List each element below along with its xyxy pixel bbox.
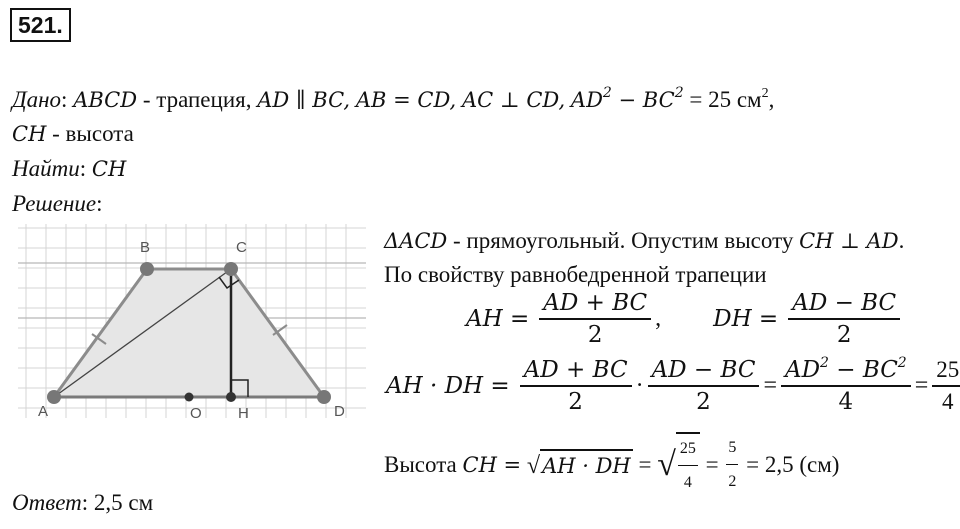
p3-denominator: 4 [838,389,854,415]
explanation-line-2: По свойству равнобедренной трапеции [384,262,767,287]
solution-line [12,189,103,219]
p3-exp-1: 2 [820,355,829,371]
p1-denominator: 2 [568,389,583,415]
p2-numerator: AD − BC [648,357,760,387]
solution-label: Решение [12,191,97,216]
s-denominator: 4 [683,474,692,491]
point-d [317,390,331,404]
sqrt-25-4: √ $\frac{25}{4}$ [657,432,700,498]
label-c: C [236,239,247,256]
given-line-1 [12,85,774,115]
triangle-acd: ΔACD [384,229,448,253]
s-numerator: 25 [678,434,698,466]
ah-dh-formulas [466,290,904,348]
find-line [12,154,126,184]
p3-num-b: − BC [828,357,898,383]
point-h [226,392,236,402]
label-b: B [140,239,151,256]
p3-numerator [781,357,911,387]
answer-line [12,488,153,518]
p3-num-a: AD [784,357,821,383]
point-o [185,393,194,402]
cond4-lhs: AD [570,88,603,112]
product-formula [386,357,960,415]
height-label: Высота [384,452,463,477]
p4-denominator: 4 [942,389,954,414]
label-a: A [38,403,49,420]
frac-25-4 [678,434,698,498]
dh-lhs: DH = [713,306,779,332]
figure-name: ABCD [73,88,138,112]
cond-parallel: AD ∥ BC, [257,88,351,112]
label-h: H [238,405,249,420]
ah-numerator: AD + BC [539,290,651,320]
cond-squares [570,85,684,112]
explanation-line-1 [384,226,904,256]
find-label: Найти [12,156,80,181]
answer-value: 2,5 см [88,490,154,515]
height-result: = 2,5 (см) [746,452,840,477]
height-var-eq: CH = [462,453,522,477]
prod-dot: · [635,372,644,399]
f-denominator: 2 [728,473,737,490]
p1-numerator: AD + BC [520,357,632,387]
p2-denominator: 2 [696,389,711,415]
given-colon: : [61,87,68,112]
height-var: CH [12,122,47,146]
dh-denominator: 2 [836,322,852,348]
prod-frac-2 [648,357,760,415]
point-c [224,262,238,276]
cond4-exp3: 2 [761,86,769,101]
solution-colon: : [96,191,103,216]
given-dash-text: - трапеция, [137,87,258,112]
prod-lhs: AH · DH = [386,373,510,399]
ah-denominator: 2 [587,322,603,348]
cond4-exp1: 2 [602,85,612,101]
ah-comma: , [655,305,662,332]
cond-equal-sides: AB = CD, [355,88,457,112]
cond-perpendicular: AC ⊥ CD, [461,88,566,112]
cond4-rhs: = 25 см [683,87,762,112]
prod-frac-1 [520,357,632,415]
height-eq-2: = [705,452,719,477]
height-perp: CH ⊥ AD [799,229,899,253]
find-value: CH [91,157,127,181]
given-label: Дано [12,87,62,112]
height-eq-1: = [632,452,652,477]
problem-number: 521. [10,8,71,42]
height-line [384,432,839,498]
cond4-exp2: 2 [674,85,684,101]
explanation-text-1: - прямоугольный. Опустим высоту [447,228,800,253]
point-a [47,390,61,404]
sqrt-ah-dh: √AH · DH [527,449,633,481]
ah-fraction [539,290,651,348]
height-text: - высота [46,121,134,146]
answer-label: Ответ [12,490,82,515]
prod-eq-2: = [914,372,929,399]
prod-frac-4 [932,357,960,415]
dh-numerator: AD − BC [788,290,900,320]
p3-exp-2: 2 [897,355,907,371]
label-d: D [334,403,345,420]
label-o: O [190,405,202,420]
prod-frac-3 [781,357,911,415]
answer-colon: : [81,490,89,515]
explanation-end: . [898,228,905,253]
dh-fraction [788,290,900,348]
prod-eq-1: = [763,372,777,399]
ah-lhs: AH = [466,306,530,332]
trapezoid-figure [14,222,370,420]
given-line-2 [12,119,134,149]
frac-5-2 [726,433,738,497]
given-trail: , [768,87,775,112]
cond4-mid: − BC [611,88,675,112]
p4-numerator: 25 [932,357,960,387]
find-colon: : [79,156,87,181]
f-numerator: 5 [726,433,738,465]
point-b [140,262,154,276]
sqrt-ah-dh-radicand: AH · DH [540,449,633,481]
